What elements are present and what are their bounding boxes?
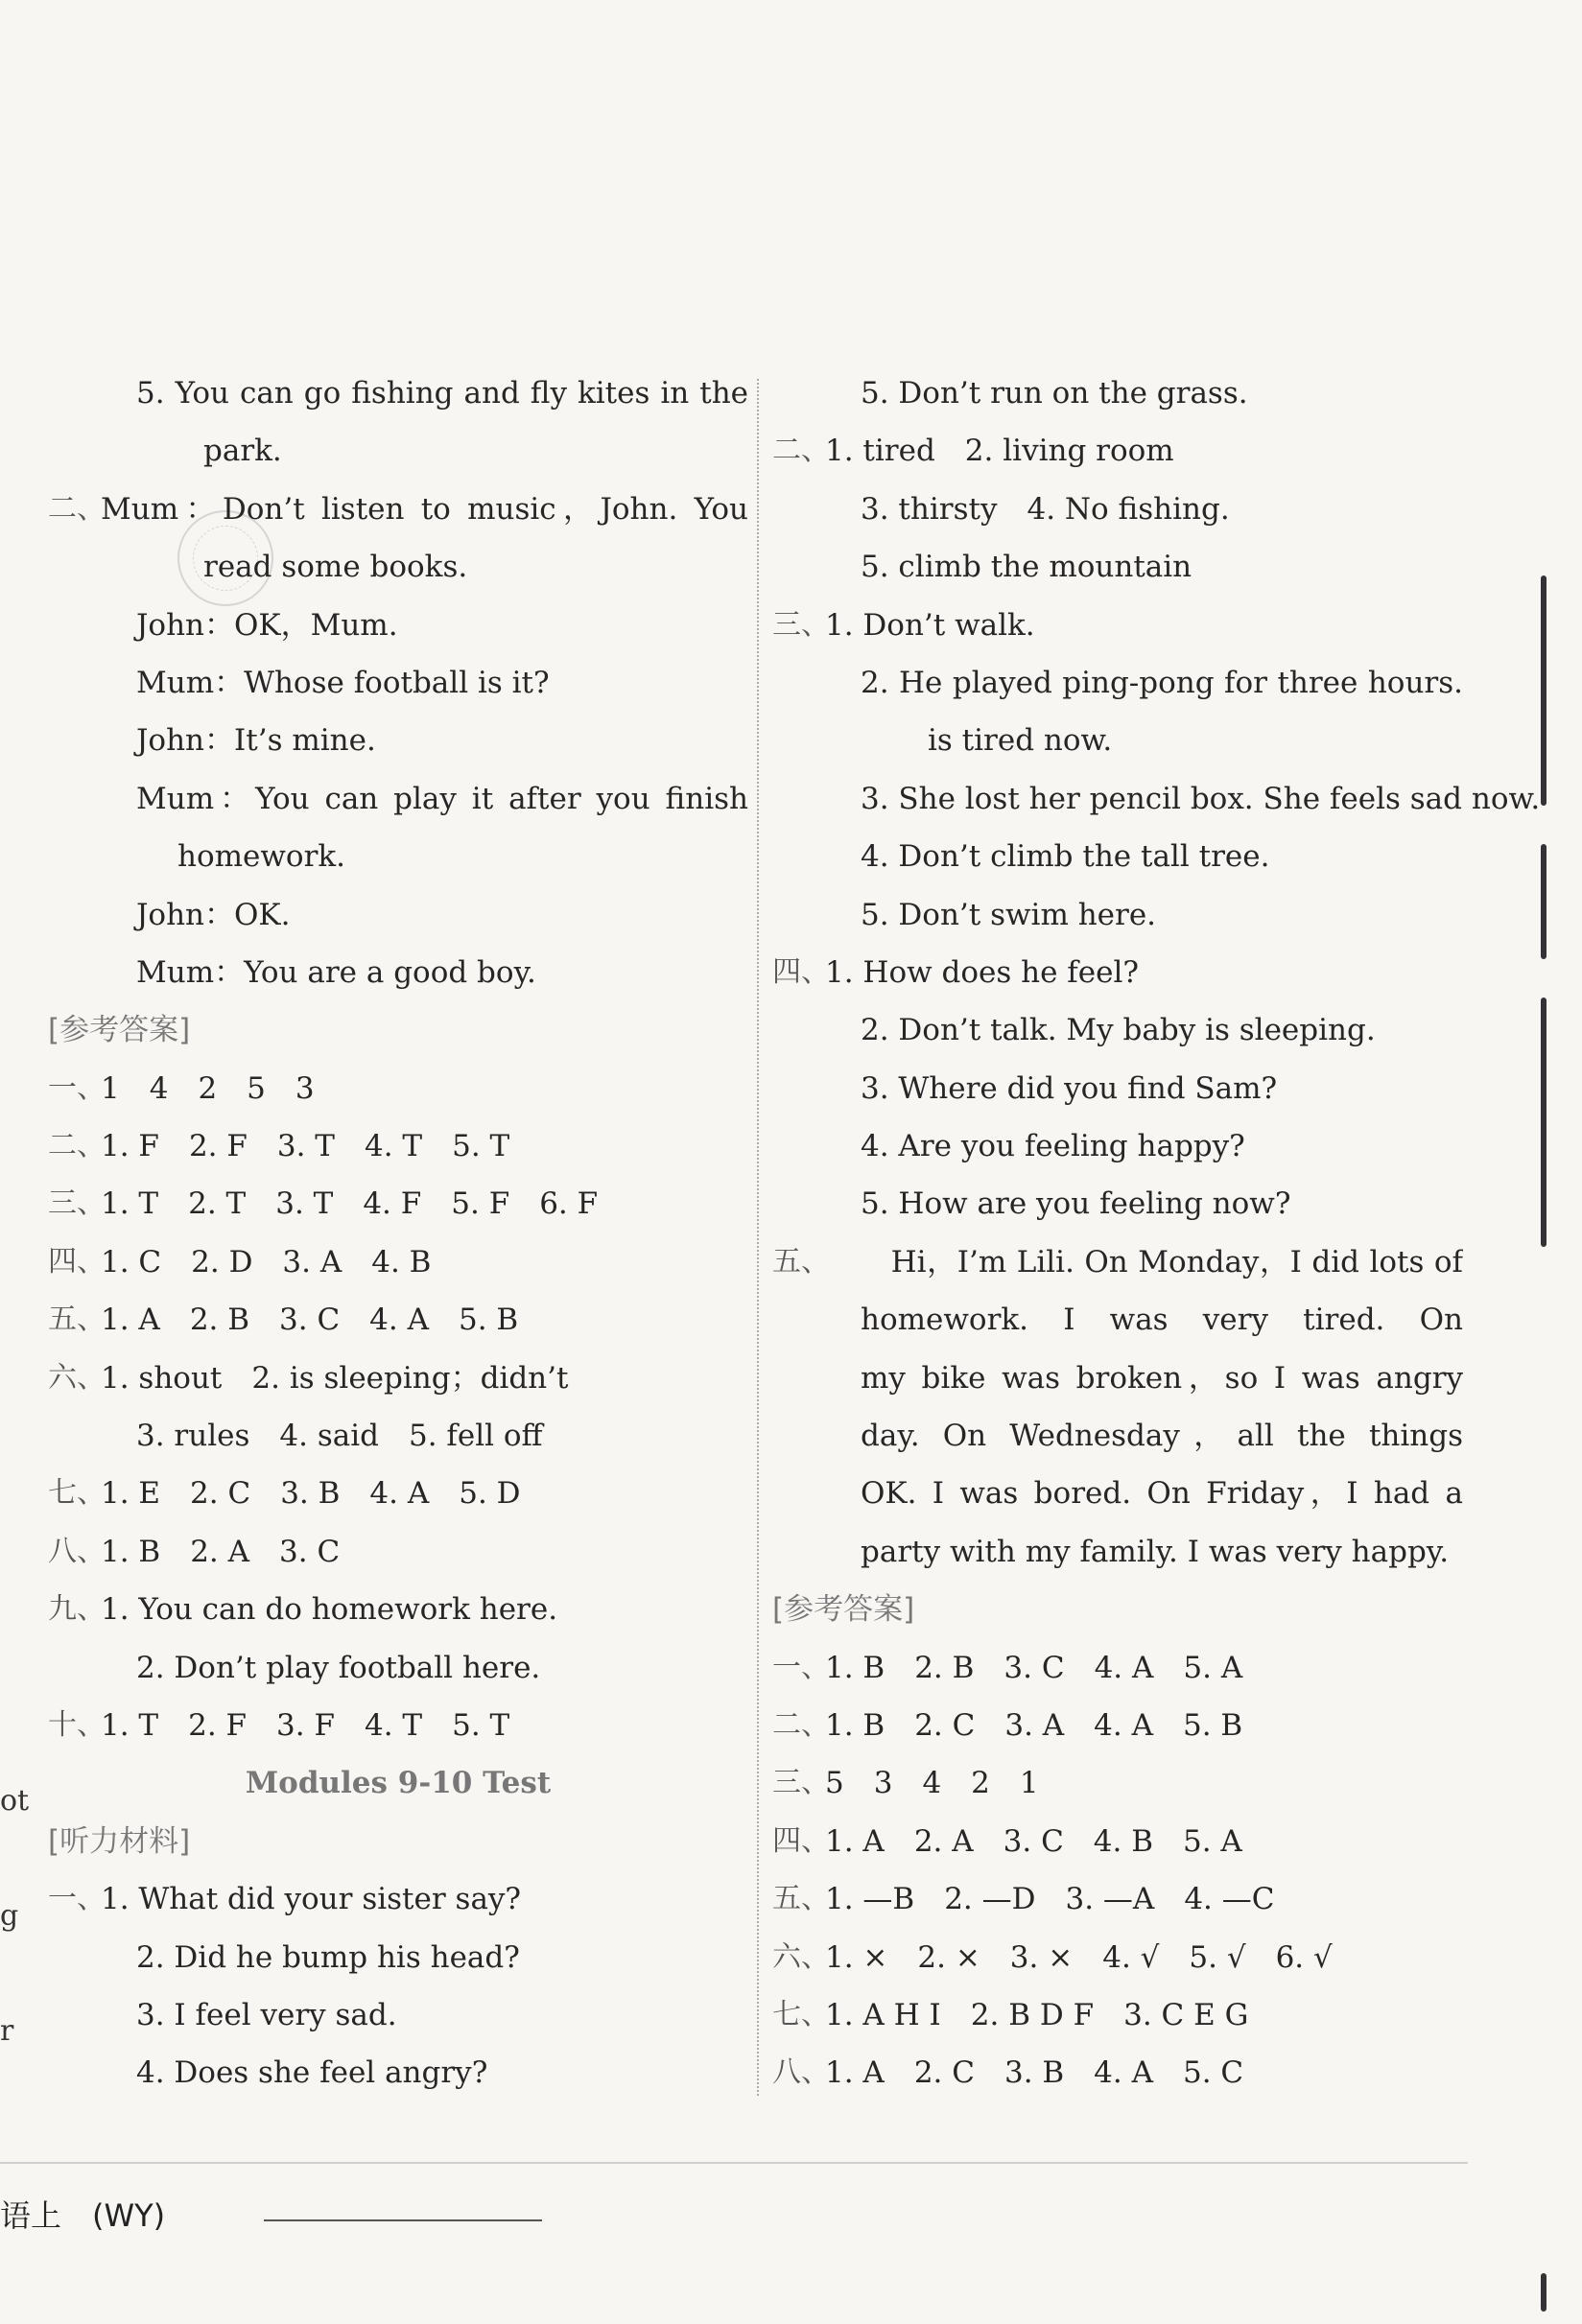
section-number: 三、 (772, 607, 830, 642)
line-text: 1. A 2. C 3. B 4. A 5. C (825, 2055, 1244, 2091)
line-text: 5. climb the mountain (861, 550, 1192, 585)
text-line (772, 828, 1463, 885)
section-number: 三、 (772, 1766, 830, 1800)
text-line (772, 1639, 1463, 1697)
section-heading: Modules 9-10 Test (245, 1766, 552, 1801)
binding-edge (1541, 575, 1547, 806)
text-line (772, 1001, 1463, 1059)
text-line (772, 1697, 1463, 1754)
line-text: is tired now. (928, 723, 1113, 759)
section-number: 四、 (772, 954, 830, 989)
text-line (772, 2044, 1463, 2101)
text-line (772, 1233, 1463, 1291)
line-text: 5. How are you feeling now? (861, 1186, 1291, 1222)
line-text: 1. Don’t walk. (825, 607, 1035, 643)
right-column (772, 364, 1541, 2102)
edge-fragment: r (0, 2014, 14, 2048)
footer-label: 语上 (WY) (0, 2197, 166, 2234)
line-text: 1. tired 2. living room (825, 434, 1174, 469)
binding-edge (1541, 998, 1547, 1247)
text-line (772, 422, 1463, 480)
text-line (48, 1523, 748, 1581)
line-text: Mum：Whose football is it? (136, 665, 550, 700)
line-text: 1. A 2. A 3. C 4. B 5. A (825, 1823, 1242, 1859)
text-line (48, 597, 748, 654)
line-text: 1. B 2. B 3. C 4. A 5. A (825, 1650, 1243, 1685)
text-line (48, 1233, 748, 1291)
text-line (48, 1581, 748, 1638)
line-text: homework. I was very tired. On (861, 1303, 1463, 1338)
line-text: 4. Does she feel angry? (136, 2055, 488, 2091)
text-line (48, 1291, 748, 1349)
text-line (772, 944, 1463, 1001)
text-line (48, 538, 748, 596)
line-text: 1. shout 2. is sleeping；didn’t (101, 1360, 569, 1396)
line-text: 2. He played ping-pong for three hours. (861, 665, 1463, 700)
text-line (772, 1175, 1463, 1232)
text-line (48, 2044, 748, 2101)
text-line (48, 886, 748, 944)
line-text: homework. (177, 839, 346, 875)
text-line (48, 1813, 748, 1870)
text-line (772, 364, 1463, 422)
line-text: 1. How does he feel? (825, 954, 1139, 990)
line-text: Mum：You can play it after you finish (136, 781, 748, 816)
text-line (48, 1929, 748, 1986)
line-text: 1. A 2. B 3. C 4. A 5. B (101, 1303, 519, 1338)
section-number: 七、 (772, 1997, 830, 2031)
line-text: 3. rules 4. said 5. fell off (136, 1419, 543, 1454)
left-column (48, 364, 748, 2102)
line-text: 5. Don’t swim here. (861, 897, 1157, 932)
line-text: 4. Don’t climb the tall tree. (861, 839, 1270, 875)
text-line (772, 1407, 1463, 1465)
text-line (48, 1350, 748, 1407)
line-text: my bike was broken，so I was angry (861, 1360, 1463, 1396)
line-text: 1. × 2. × 3. × 4. √ 5. √ 6. √ (825, 1939, 1333, 1975)
text-line (48, 1175, 748, 1232)
section-number: 六、 (772, 1939, 830, 1974)
section-label: [参考答案] (48, 1013, 191, 1048)
text-line (48, 654, 748, 712)
text-line (772, 1813, 1463, 1870)
line-text: party with my family. I was very happy. (861, 1534, 1450, 1569)
line-text: 5. You can go fishing and fly kites in the (136, 376, 748, 411)
section-number: 八、 (772, 2055, 830, 2090)
line-text: 5 3 4 2 1 (825, 1766, 1039, 1801)
section-number: 五、 (48, 1303, 106, 1337)
text-line (772, 1465, 1463, 1522)
line-text: 1. You can do homework here. (101, 1592, 558, 1628)
line-text: 1. A H I 2. B D F 3. C E G (825, 1997, 1249, 2032)
section-number: 七、 (48, 1476, 106, 1511)
section-number: 一、 (772, 1650, 830, 1684)
text-line (48, 1986, 748, 2044)
section-number: 十、 (48, 1707, 106, 1742)
binding-edge (1541, 2273, 1547, 2312)
section-number: 二、 (772, 1707, 830, 1742)
line-text: day. On Wednesday，all the things (861, 1419, 1463, 1454)
text-line (772, 1291, 1463, 1349)
text-line (772, 1754, 1463, 1812)
text-line (772, 1581, 1463, 1638)
line-text: 3. She lost her pencil box. She feels sad now. (861, 781, 1541, 816)
text-line (772, 1929, 1463, 1986)
line-text: 1. F 2. F 3. T 4. T 5. T (101, 1129, 510, 1164)
section-number: 二、 (48, 1129, 106, 1163)
text-line (48, 1639, 748, 1697)
line-text: Mum：You are a good boy. (136, 954, 536, 990)
section-number: 一、 (48, 1882, 106, 1916)
line-text: John：OK，Mum. (136, 607, 398, 643)
text-line (772, 1117, 1463, 1175)
line-text: 2. Did he bump his head? (136, 1939, 520, 1975)
text-line (48, 1465, 748, 1522)
line-text: read some books. (203, 550, 468, 585)
section-label: [参考答案] (772, 1592, 915, 1628)
line-text: 1. E 2. C 3. B 4. A 5. D (101, 1476, 521, 1512)
column-divider (757, 379, 759, 2096)
line-text: 1. T 2. T 3. T 4. F 5. F 6. F (101, 1186, 599, 1222)
line-text: 1. B 2. C 3. A 4. A 5. B (825, 1707, 1243, 1743)
text-line (772, 770, 1541, 828)
section-number: 一、 (48, 1070, 106, 1105)
text-line (772, 1060, 1463, 1117)
section-number: 九、 (48, 1592, 106, 1627)
text-line (48, 1697, 748, 1754)
text-line (48, 1001, 748, 1059)
line-text: John：It’s mine. (136, 723, 376, 759)
section-label: [听力材料] (48, 1823, 191, 1859)
line-text: 1 4 2 5 3 (101, 1070, 315, 1106)
text-line (772, 712, 1463, 769)
line-text: 2. Don’t play football here. (136, 1650, 541, 1685)
line-text: OK. I was bored. On Friday，I had a (861, 1476, 1463, 1512)
line-text: 1. —B 2. —D 3. —A 4. —C (825, 1882, 1275, 1917)
footer-rule (264, 2219, 542, 2221)
section-number: 八、 (48, 1534, 106, 1568)
text-line (48, 1870, 748, 1928)
binding-edge (1541, 844, 1547, 959)
line-text: 1. B 2. A 3. C (101, 1534, 341, 1569)
text-line (772, 1523, 1463, 1581)
line-text: Hi，I’m Lili. On Monday，I did lots of (861, 1244, 1463, 1279)
line-text: 3. Where did you find Sam? (861, 1070, 1278, 1106)
edge-fragment: ot (0, 1784, 30, 1818)
line-text: park. (203, 434, 282, 469)
section-number: 三、 (48, 1186, 106, 1221)
text-line (48, 1407, 748, 1465)
line-text: 2. Don’t talk. My baby is sleeping. (861, 1013, 1376, 1048)
section-number: 四、 (772, 1823, 830, 1858)
text-line (48, 944, 748, 1001)
text-line (48, 364, 748, 422)
text-line (772, 481, 1463, 538)
text-line (772, 597, 1463, 654)
text-line (48, 770, 748, 828)
line-text: 4. Are you feeling happy? (861, 1129, 1245, 1164)
section-number: 六、 (48, 1360, 106, 1395)
edge-fragment: g (0, 1899, 19, 1933)
section-number: 四、 (48, 1244, 106, 1279)
line-text: 3. I feel very sad. (136, 1997, 397, 2032)
line-text: 1. C 2. D 3. A 4. B (101, 1244, 432, 1279)
line-text: 1. T 2. F 3. F 4. T 5. T (101, 1707, 510, 1743)
text-line (48, 712, 748, 769)
text-line (772, 1986, 1463, 2044)
section-number: 二、 (48, 491, 106, 526)
text-line (772, 1350, 1463, 1407)
footer-divider (0, 2162, 1468, 2164)
text-line (772, 1870, 1463, 1928)
text-line (772, 538, 1463, 596)
line-text: Mum：Don’t listen to music，John. You (101, 491, 748, 527)
section-number: 五、 (772, 1244, 830, 1279)
line-text: 1. What did your sister say? (101, 1882, 522, 1917)
line-text: 3. thirsty 4. No fishing. (861, 491, 1230, 527)
text-line (48, 1117, 748, 1175)
text-line (48, 422, 748, 480)
text-line (48, 1060, 748, 1117)
line-text: John：OK. (136, 897, 291, 932)
section-number: 五、 (772, 1882, 830, 1916)
text-line (772, 886, 1463, 944)
text-line (48, 828, 748, 885)
text-line (48, 481, 748, 538)
section-number: 二、 (772, 434, 830, 468)
line-text: 5. Don’t run on the grass. (861, 376, 1248, 411)
text-line (772, 654, 1463, 712)
